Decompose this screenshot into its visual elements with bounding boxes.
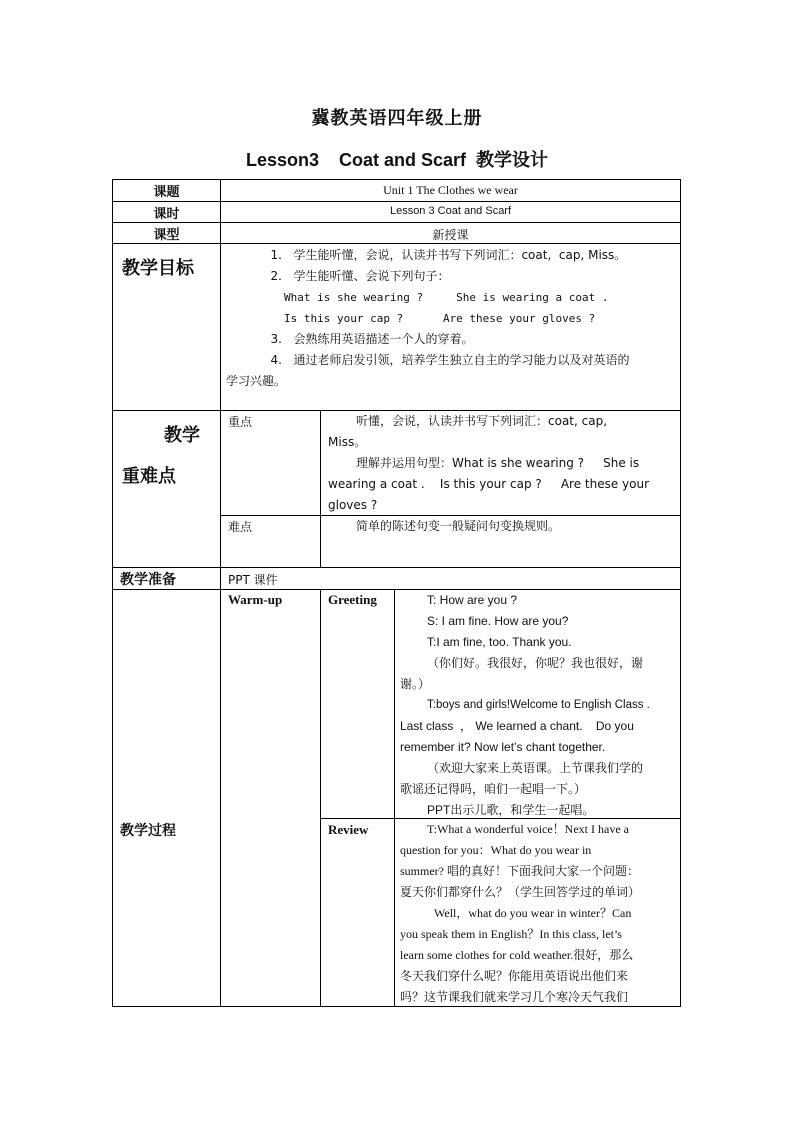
table-rule (112, 243, 681, 244)
objective-item: 4. 通过老师启发引领，培养学生独立自主的学习能力以及对英语的 (270, 353, 630, 367)
table-rule (112, 222, 681, 223)
table-rule (112, 201, 681, 202)
greeting-line: T:I am fine, too. Thank you. (427, 635, 572, 649)
greeting-line: remember it? Now let’s chant together. (400, 740, 606, 754)
key-line: gloves ? (328, 498, 378, 512)
key-line: Miss。 (328, 435, 367, 449)
table-column-rule (220, 179, 221, 1007)
key-label: 重点 (228, 415, 253, 429)
process-label: 教学过程 (120, 823, 176, 839)
objective-item-continued: 学习兴趣。 (226, 374, 287, 388)
greeting-line: 歌谣还记得吗，咱们一起唱一下。） (400, 782, 587, 796)
review-line: T:What a wonderful voice！Next I have a (427, 822, 629, 836)
objective-sentence: Is this your cap ? Are these your gloves ? (284, 312, 596, 325)
table-border-left (112, 179, 113, 1007)
topic-label: 课题 (153, 185, 180, 200)
greeting-content (400, 590, 678, 821)
greeting-line: T: How are you ? (427, 593, 518, 607)
key-line: 理解并运用句型：What is she wearing ? She is (356, 456, 640, 470)
subtitle-design: 教学设计 (476, 150, 549, 171)
table-column-rule (320, 589, 321, 1007)
period-value: Lesson 3 Coat and Scarf (389, 205, 512, 217)
subtitle-lesson: Lesson3 Coat and Scarf (245, 150, 467, 170)
greeting-line: （你们好。我很好，你呢？我也很好，谢 (427, 656, 644, 670)
objective-item: 1. 学生能听懂，会说，认读并书写下列词汇：coat, cap, Miss。 (270, 248, 627, 262)
keypoints-label-line1: 教学 (164, 425, 200, 446)
review-label: Review (328, 822, 369, 837)
key-line: 听懂，会说，认读并书写下列词汇：coat, cap, (356, 414, 608, 428)
prep-value: PPT 课件 (228, 573, 278, 587)
objective-sentence: What is she wearing ? She is wearing a coat . (284, 291, 609, 304)
key-content (328, 411, 678, 516)
topic-value: Unit 1 The Clothes we wear (383, 183, 518, 197)
review-content (400, 819, 678, 1008)
table-rule (112, 567, 681, 568)
review-line: 夏天你们都穿什么？（学生回答学过的单词） (400, 885, 641, 899)
objectives-label: 教学目标 (122, 258, 194, 279)
greeting-line: 谢。） (400, 677, 431, 691)
greeting-line: S: I am fine. How are you? (427, 614, 569, 628)
objectives-list (226, 245, 678, 392)
type-label: 课型 (153, 228, 180, 243)
greeting-line: T:boys and girls!Welcome to English Class . (427, 699, 650, 711)
review-line: Well，what do you wear in winter？Can (434, 906, 632, 920)
keypoints-label-line2: 重难点 (122, 466, 176, 487)
prep-label: 教学准备 (120, 572, 176, 588)
difficulty-text: 简单的陈述句变一般疑问句变换规则。 (356, 519, 561, 533)
key-line: wearing a coat . Is this your cap ? Are these your (328, 477, 650, 491)
greeting-line: Last class ， We learned a chant. Do you (400, 719, 634, 733)
stage-label: Warm-up (228, 592, 283, 607)
greeting-line: PPT出示儿歌，和学生一起唱。 (427, 803, 595, 817)
period-label: 课时 (153, 207, 180, 222)
review-line: 冬天我们穿什么呢？你能用英语说出他们来 (400, 969, 629, 983)
type-value: 新授课 (432, 228, 469, 242)
review-line: summer? 唱的真好！下面我问大家一个问题： (400, 864, 639, 878)
greeting-line: （欢迎大家来上英语课。上节课我们学的 (427, 761, 644, 775)
objective-item: 3. 会熟练用英语描述一个人的穿着。 (270, 332, 474, 346)
review-line: learn some clothes for cold weather.很好，那么 (400, 948, 634, 962)
table-column-rule (394, 589, 395, 1007)
table-column-rule (320, 410, 321, 568)
greeting-label: Greeting (328, 592, 377, 607)
table-border-right (680, 179, 681, 1007)
objective-item: 2. 学生能听懂、会说下列句子： (270, 269, 450, 283)
difficulty-label: 难点 (228, 520, 253, 534)
table-border-top (112, 179, 681, 180)
document-title: 冀教英语四年级上册 (311, 108, 483, 129)
review-line: question for you：What do you wear in (400, 843, 592, 857)
review-line: you speak them in English？In this class, let’s (400, 927, 622, 941)
document-subtitle (0, 146, 794, 172)
review-line: 吗？这节课我们就来学习几个寒冷天气我们 (400, 990, 629, 1004)
